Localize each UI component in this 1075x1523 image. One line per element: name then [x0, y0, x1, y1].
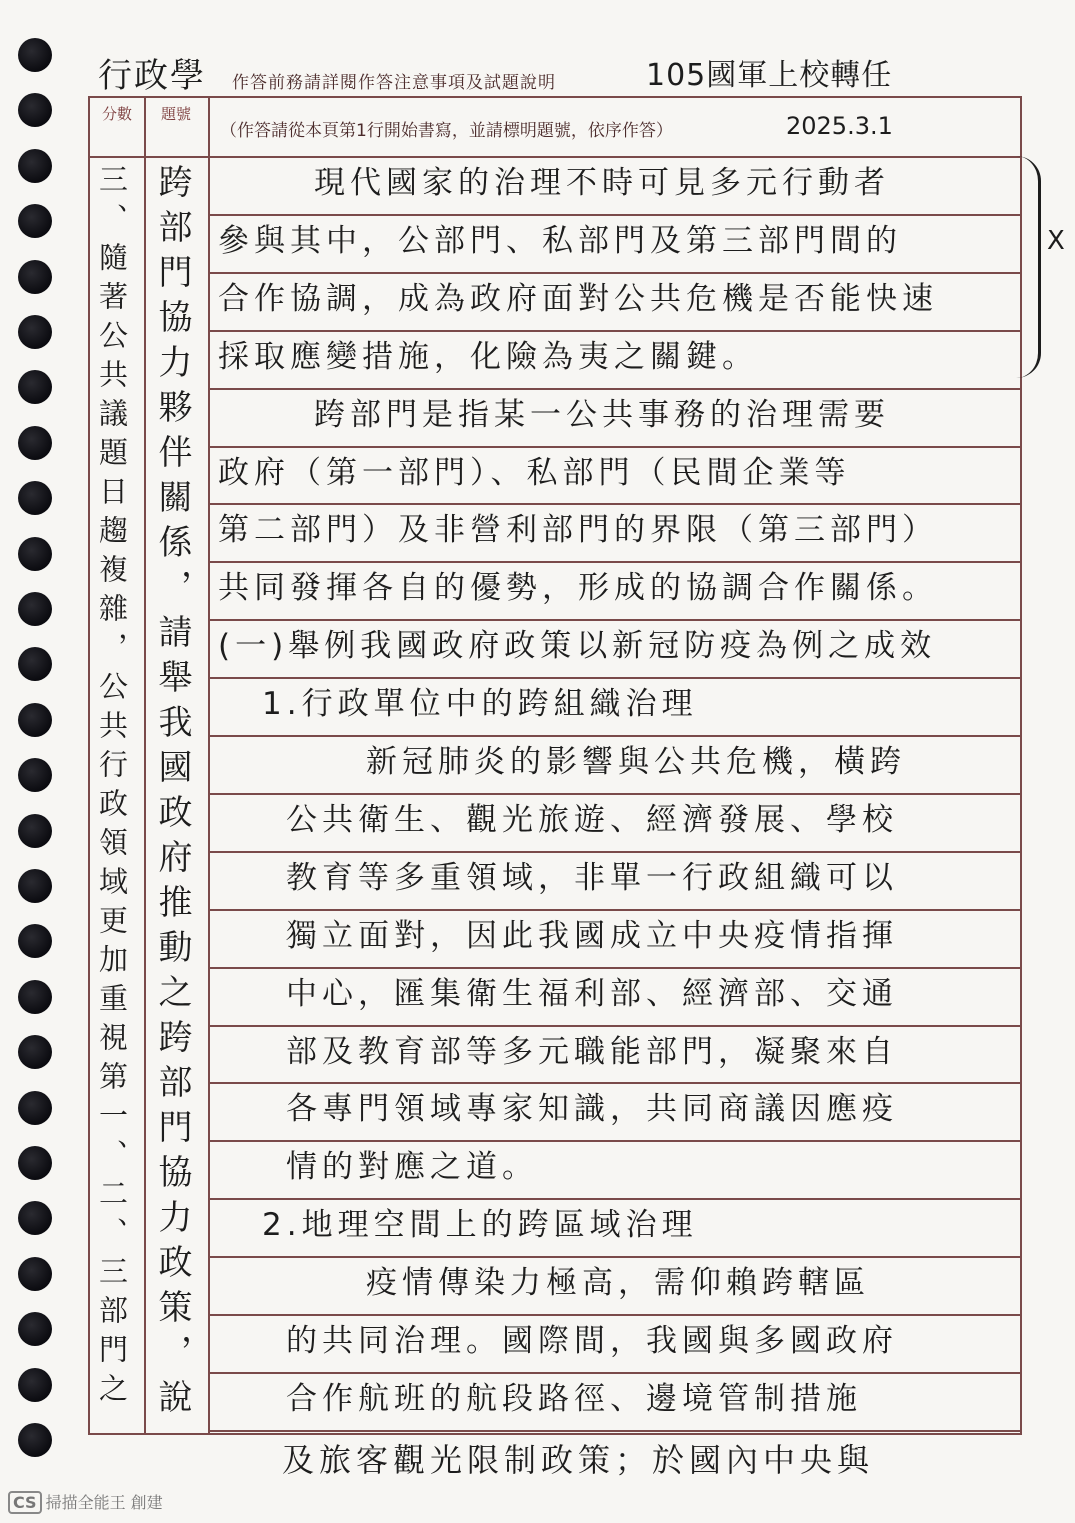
exam-name: 105國軍上校轉任 [646, 58, 893, 93]
binder-hole [18, 924, 52, 958]
binder-hole [18, 315, 52, 349]
answer-line: 參與其中，公部門、私部門及第三部門間的 [218, 222, 902, 259]
handwritten-date: 2025.3.1 [786, 112, 893, 140]
margin-brace [1016, 156, 1041, 378]
margin-mark: X [1047, 226, 1065, 256]
answer-line: 1.行政單位中的跨組織治理 [262, 686, 698, 723]
answer-notice: 作答前務請詳閱作答注意事項及試題說明 [232, 73, 556, 93]
answer-line: 現代國家的治理不時可見多元行動者 [314, 165, 890, 201]
binder-hole [18, 758, 52, 792]
binder-hole [18, 1368, 52, 1402]
answer-line: 中心，匯集衛生福利部、經濟部、交通 [286, 975, 898, 1012]
answer-line: 共同發揮各自的優勢，形成的協調合作關係。 [218, 570, 938, 607]
answer-line: 合作航班的航段路徑、邊境管制措施 [286, 1380, 862, 1417]
answer-line: 情的對應之道。 [286, 1149, 538, 1186]
binder-hole [18, 1035, 52, 1069]
binder-hole [18, 537, 52, 571]
answer-line: 公共衛生、觀光旅遊、經濟發展、學校 [286, 801, 898, 838]
binder-hole [18, 980, 52, 1014]
answer-line: 2.地理空間上的跨區域治理 [262, 1207, 698, 1244]
watermark-text: 掃描全能王 創建 [45, 1493, 163, 1512]
answer-line-below-sheet: 及旅客觀光限制政策；於國內中央與 [282, 1441, 875, 1479]
answer-line: 部及教育部等多元職能部門，凝聚來自 [286, 1033, 898, 1070]
binder-hole [18, 481, 52, 515]
binder-hole [18, 204, 52, 238]
binder-hole [18, 592, 52, 626]
answer-line: 合作協調，成為政府面對公共危機是否能快速 [218, 280, 938, 317]
camscanner-logo: CS [8, 1491, 42, 1514]
answer-line: 採取應變措施，化險為夷之關鍵。 [218, 338, 758, 375]
answer-line: 政府（第一部門）、私部門（民間企業等 [218, 454, 851, 491]
binder-hole [18, 1423, 52, 1457]
binder-hole [18, 426, 52, 460]
answer-line: 各專門領域專家知識，共同商議因應疫 [286, 1091, 898, 1128]
answer-line: 跨部門是指某一公共事務的治理需要 [314, 396, 890, 433]
binder-hole [18, 260, 52, 294]
binder-hole [18, 1201, 52, 1235]
ruled-line [208, 1430, 1020, 1432]
binder-hole [18, 647, 52, 681]
answer-line: 疫情傳染力極高，需仰賴跨轄區 [366, 1265, 870, 1302]
binder-hole [18, 1312, 52, 1346]
answer-line: (一)舉例我國政府政策以新冠防疫為例之成效 [218, 628, 937, 665]
question-text-column-2: 跨部門協力夥伴關係，請舉我國政府推動之跨部門協力政策，說 [152, 164, 192, 1424]
scanner-watermark [8, 1490, 163, 1514]
score-label: 分數 [102, 105, 133, 123]
binder-hole [18, 93, 52, 127]
binder-hole [18, 149, 52, 183]
subject-title: 行政學 [98, 56, 206, 96]
number-label: 題號 [160, 105, 191, 123]
answer-sheet [88, 96, 1022, 1435]
binder-hole [18, 814, 52, 848]
binder-hole [18, 869, 52, 903]
binder-holes [18, 38, 58, 1458]
binder-hole [18, 38, 52, 72]
answer-line: 第二部門）及非營利部門的界限（第三部門） [218, 512, 938, 549]
answer-line: 獨立面對，因此我國成立中央疫情指揮 [286, 917, 898, 954]
binder-hole [18, 1146, 52, 1180]
binder-hole [18, 1091, 52, 1125]
binder-hole [18, 370, 52, 404]
sheet-instruction: （作答請從本頁第1行開始書寫，並請標明題號，依序作答） [220, 121, 673, 141]
binder-hole [18, 1257, 52, 1291]
question-text-column-1: 三、隨著公共議題日趨複雜，公共行政領域更加重視第一、二、三部門之 [95, 164, 129, 1412]
answer-line: 教育等多重領域，非單一行政組織可以 [286, 859, 898, 896]
binder-hole [18, 703, 52, 737]
answer-line: 新冠肺炎的影響與公共危機，橫跨 [366, 744, 906, 780]
answer-line: 的共同治理。國際間，我國與多國政府 [286, 1323, 898, 1359]
page-header [98, 48, 1018, 98]
